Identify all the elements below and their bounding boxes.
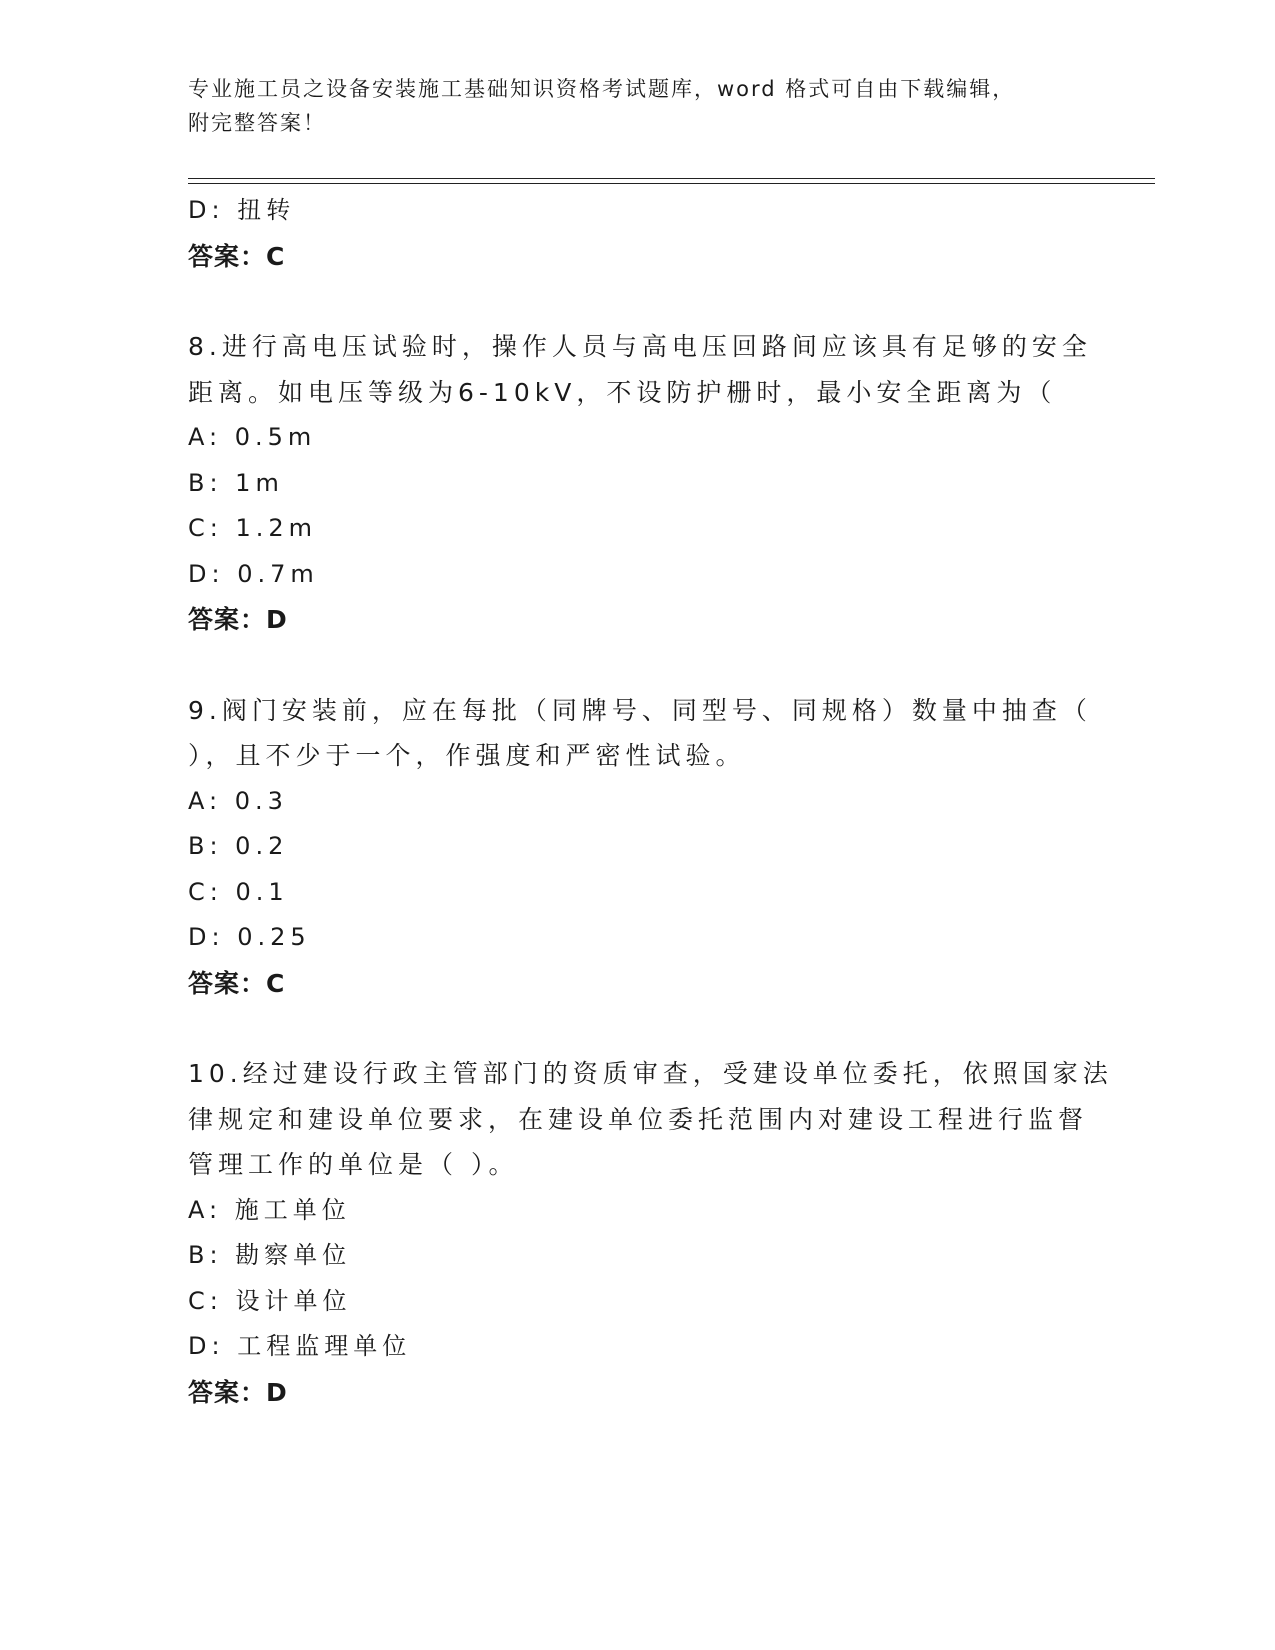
document-header [188,72,1078,140]
answer: 答案：D [188,1377,288,1407]
header-divider-bottom [188,183,1155,184]
header-divider-top [188,178,1155,179]
option-b: B: 勘察单位 [188,1241,352,1269]
header-line-2: 附完整答案！ [188,111,326,135]
question-stem-line: 10.经过建设行政主管部门的资质审查，受建设单位委托，依照国家法 [188,1059,1113,1088]
option-d-carryover: D: 扭转 [188,196,296,224]
option-d: D: 0.7m [188,559,319,588]
question-stem-line: 律规定和建设单位要求，在建设单位委托范围内对建设工程进行监督 [188,1104,1089,1134]
question-stem-line: 8.进行高电压试验时，操作人员与高电压回路间应该具有足够的安全 [188,332,1092,361]
answer-q7: 答案：C [188,241,286,271]
question-8 [188,324,1092,643]
question-10 [188,1051,1113,1415]
option-c: C: 设计单位 [188,1286,352,1315]
option-c: C: 0.1 [188,877,289,906]
answer: 答案：D [188,605,288,634]
question-list [188,188,1113,1415]
question-9 [188,688,1092,1007]
option-b: B: 0.2 [188,832,289,860]
answer: 答案：C [188,968,286,998]
option-a: A: 0.3 [188,786,288,815]
option-c: C: 1.2m [188,514,318,542]
question-stem-line: 管理工作的单位是（ ）。 [188,1150,519,1179]
header-line-1: 专业施工员之设备安装施工基础知识资格考试题库，word 格式可自由下载编辑， [188,77,1016,101]
question-stem-line: 距离。如电压等级为6-10kV，不设防护栅时，最小安全距离为（ [188,377,1057,407]
option-a: A: 施工单位 [188,1195,351,1224]
option-d: D: 0.25 [188,923,311,951]
option-a: A: 0.5m [188,423,317,451]
question-stem-line: 9.阀门安装前，应在每批（同牌号、同型号、同规格）数量中抽查（ [188,695,1092,725]
option-d: D: 工程监理单位 [188,1332,412,1360]
question-stem-line: ），且不少于一个，作强度和严密性试验。 [188,741,746,770]
option-b: B: 1m [188,468,284,497]
